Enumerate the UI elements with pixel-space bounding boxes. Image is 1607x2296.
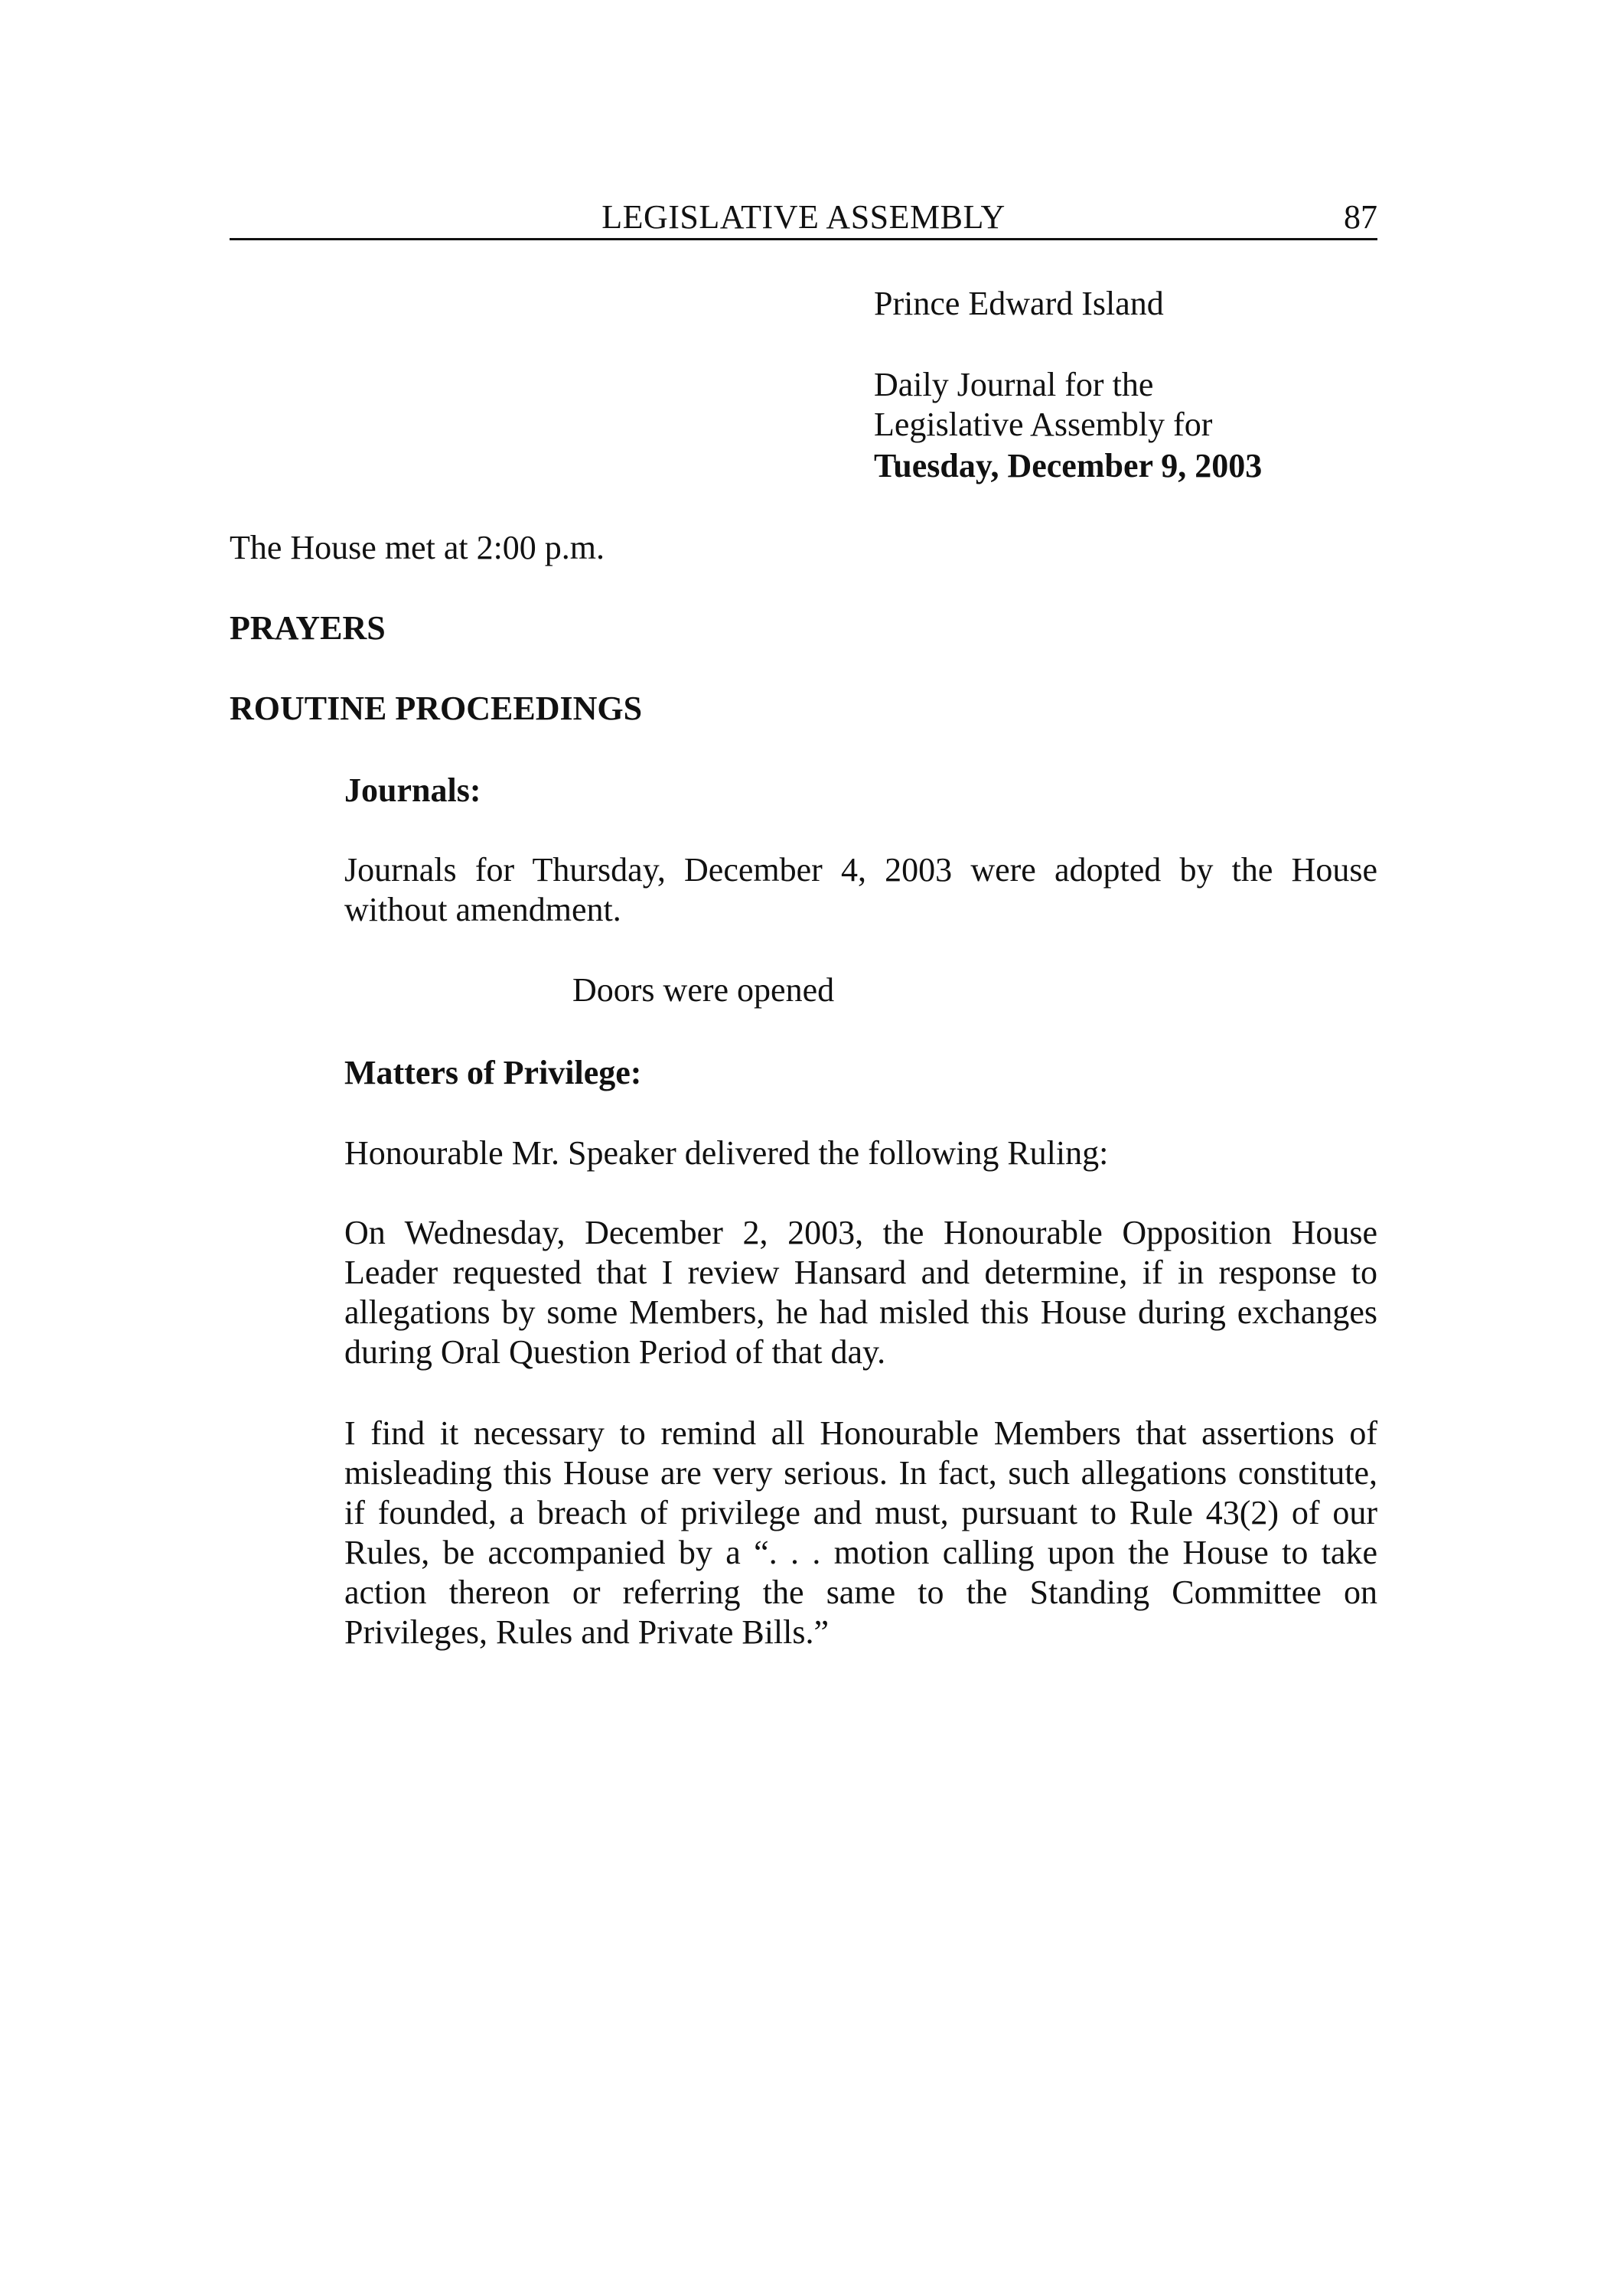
opening-statement: The House met at 2:00 p.m. [230, 529, 605, 566]
journals-heading: Journals: [344, 771, 481, 809]
page-number: 87 [1344, 198, 1377, 236]
header-title: LEGISLATIVE ASSEMBLY [601, 198, 1006, 236]
privilege-heading: Matters of Privilege: [344, 1054, 642, 1091]
province-name: Prince Edward Island [874, 285, 1164, 322]
journal-title-line2: Legislative Assembly for [874, 406, 1213, 443]
ruling-paragraph-2: I find it necessary to remind all Honourable Members that assertions of misleading this House are very serious. In fact, such allegations constitute, if founded, a breach of privilege and must, pursuant to Rule 43(2) of our Rules, be accompanied by a “. . . motion calling upon the House to take action thereon or referring the same to the Standing Committee on Privileges, Rules and Private Bills.” [344, 1414, 1377, 1651]
journal-title-line1: Daily Journal for the [874, 366, 1154, 403]
journals-paragraph: Journals for Thursday, December 4, 2003 were adopted by the House without amendment. [344, 851, 1377, 928]
journal-date: Tuesday, December 9, 2003 [874, 447, 1263, 484]
doors-opened-note: Doors were opened [572, 971, 835, 1009]
ruling-paragraph-1: On Wednesday, December 2, 2003, the Honourable Opposition House Leader requested that I review Hansard and determine, if in response to allegations by some Members, he had misled this House during exchanges during Oral Question Period of that day. [344, 1214, 1377, 1371]
section-routine-proceedings: ROUTINE PROCEEDINGS [230, 690, 643, 727]
page-header [230, 194, 1377, 240]
section-prayers: PRAYERS [230, 609, 386, 647]
speaker-ruling-intro: Honourable Mr. Speaker delivered the following Ruling: [344, 1134, 1109, 1172]
